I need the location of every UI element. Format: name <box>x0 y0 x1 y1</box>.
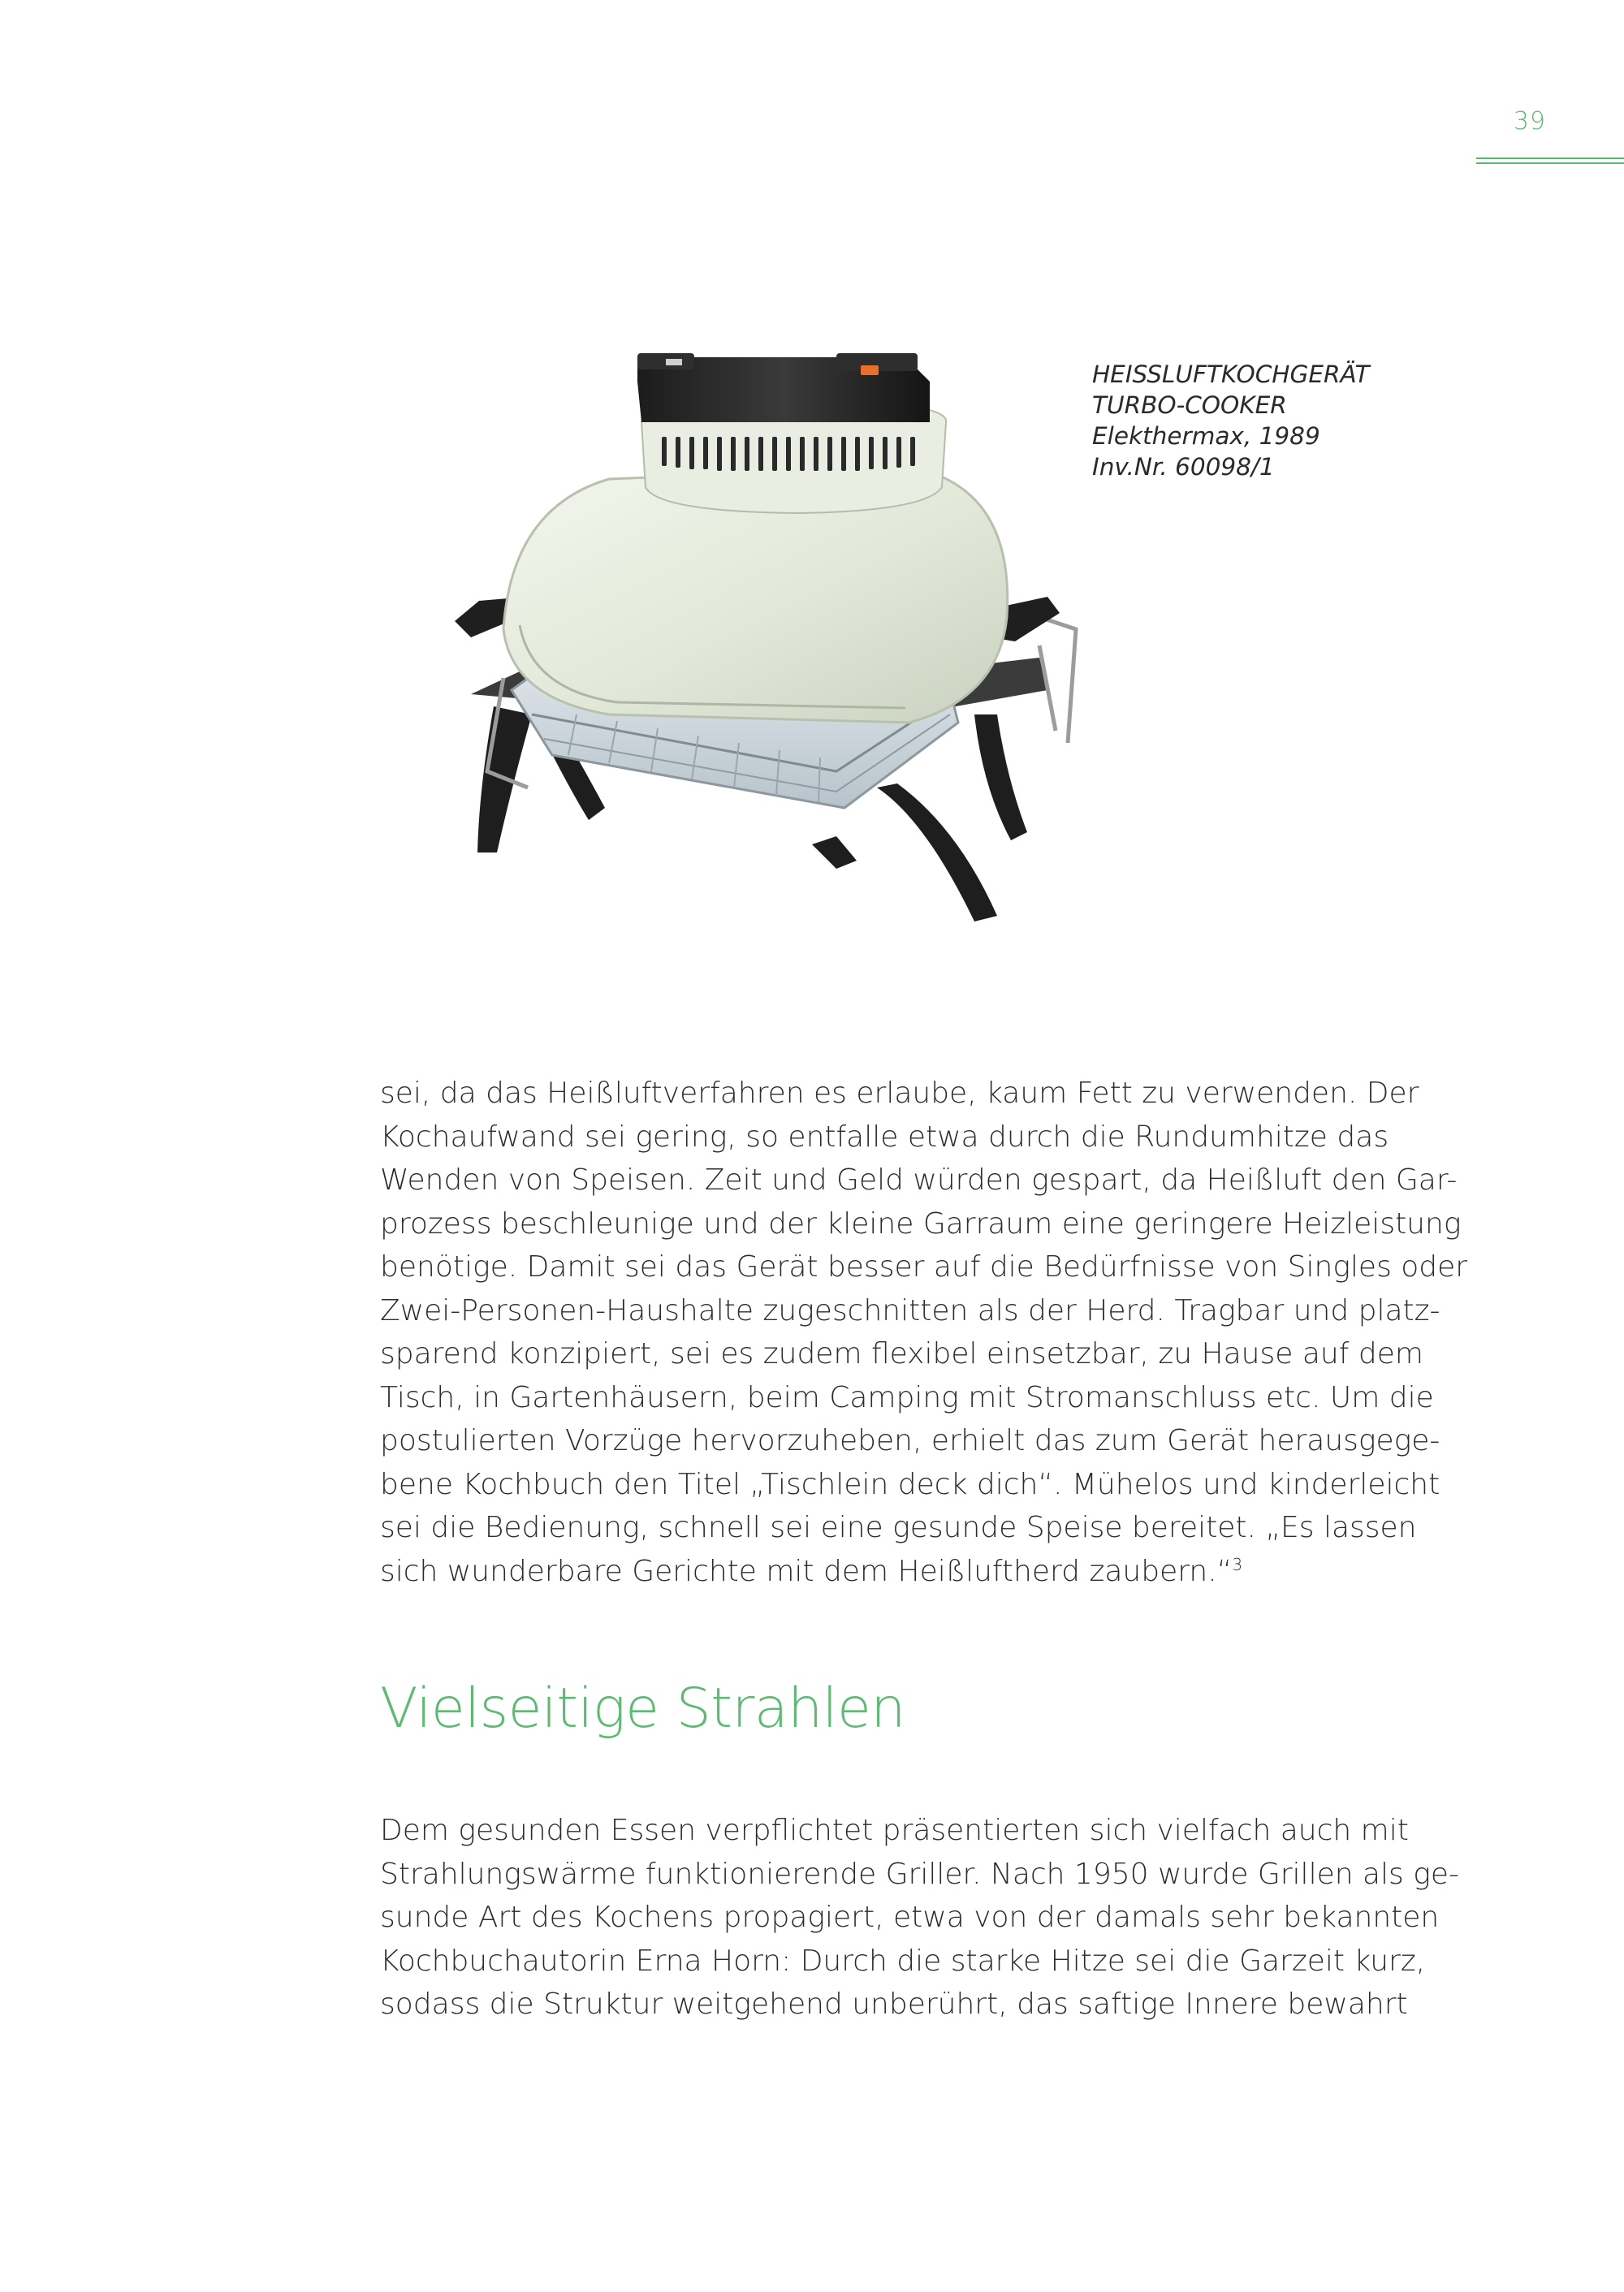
control-top <box>637 353 930 422</box>
text-line: postulierten Vorzüge hervorzuheben, erhielt das zum Gerät herausgege- <box>380 1424 1440 1457</box>
footnote-reference[interactable]: 3 <box>1232 1554 1243 1574</box>
text-line: bene Kochbuch den Titel „Tischlein deck dich“. Mühelos und kinderleicht <box>380 1467 1440 1501</box>
text-line: prozess beschleunige und der kleine Garraum eine geringere Heizleistung <box>380 1206 1462 1241</box>
text-line: sparend konzipiert, sei es zudem flexibel einsetzbar, zu Hause auf dem <box>380 1337 1423 1370</box>
power-switch-indicator <box>861 365 879 375</box>
text-line: Strahlungswärme funktionierende Griller. Nach 1950 wurde Grillen als ge- <box>380 1857 1459 1891</box>
text-line: Wenden von Speisen. Zeit und Geld würden gespart, da Heißluft den Gar- <box>380 1163 1458 1197</box>
text-line: Kochbuchautorin Erna Horn: Durch die starke Hitze sei die Garzeit kurz, <box>380 1944 1426 1978</box>
text-line: Dem gesunden Essen verpflichtet präsentierten sich vielfach auch mit <box>380 1814 1409 1847</box>
caption-line: TURBO-COOKER <box>1092 391 1287 419</box>
text-line-last <box>380 1550 1541 1594</box>
text-line: Zwei-Personen-Haushalte zugeschnitten als der Herd. Tragbar und platz- <box>380 1293 1440 1327</box>
caption-line: HEISSLUFTKOCHGERÄT <box>1092 360 1370 388</box>
text-line: sunde Art des Kochens propagiert, etwa von der damals sehr bekannten <box>380 1901 1440 1934</box>
page-number: 39 <box>1513 107 1546 136</box>
body-paragraph-2 <box>380 1809 1541 2027</box>
figure-caption <box>1092 359 1547 482</box>
header-rule <box>1476 158 1624 159</box>
text-line: Tisch, in Gartenhäusern, beim Camping mit Stromanschluss etc. Um die <box>380 1380 1434 1414</box>
text-line: Kochaufwand sei gering, so entfalle etwa durch die Rundumhitze das <box>380 1120 1389 1154</box>
text-line: sei die Bedienung, schnell sei eine gesunde Speise bereitet. „Es lassen <box>380 1511 1417 1544</box>
text-line: benötige. Damit sei das Gerät besser auf die Bedürfnisse von Singles oder <box>380 1250 1468 1284</box>
text-line: sei, da das Heißluftverfahren es erlaube, kaum Fett zu verwenden. Der <box>380 1077 1419 1110</box>
text-line: sodass die Struktur weitgehend unberührt, das saftige Innere bewahrt <box>380 1988 1408 2021</box>
section-heading: Vielseitige Strahlen <box>380 1677 905 1741</box>
caption-line: Elekthermax, 1989 <box>1092 422 1320 450</box>
body-paragraph-1 <box>380 1072 1541 1593</box>
caption-line: Inv.Nr. 60098/1 <box>1092 453 1275 481</box>
header-rule-secondary <box>1476 162 1624 164</box>
text-line-content: sich wunderbare Gerichte mit dem Heißluftherd zaubern.“ <box>380 1554 1233 1588</box>
turbo-cooker-photo <box>455 333 1153 958</box>
